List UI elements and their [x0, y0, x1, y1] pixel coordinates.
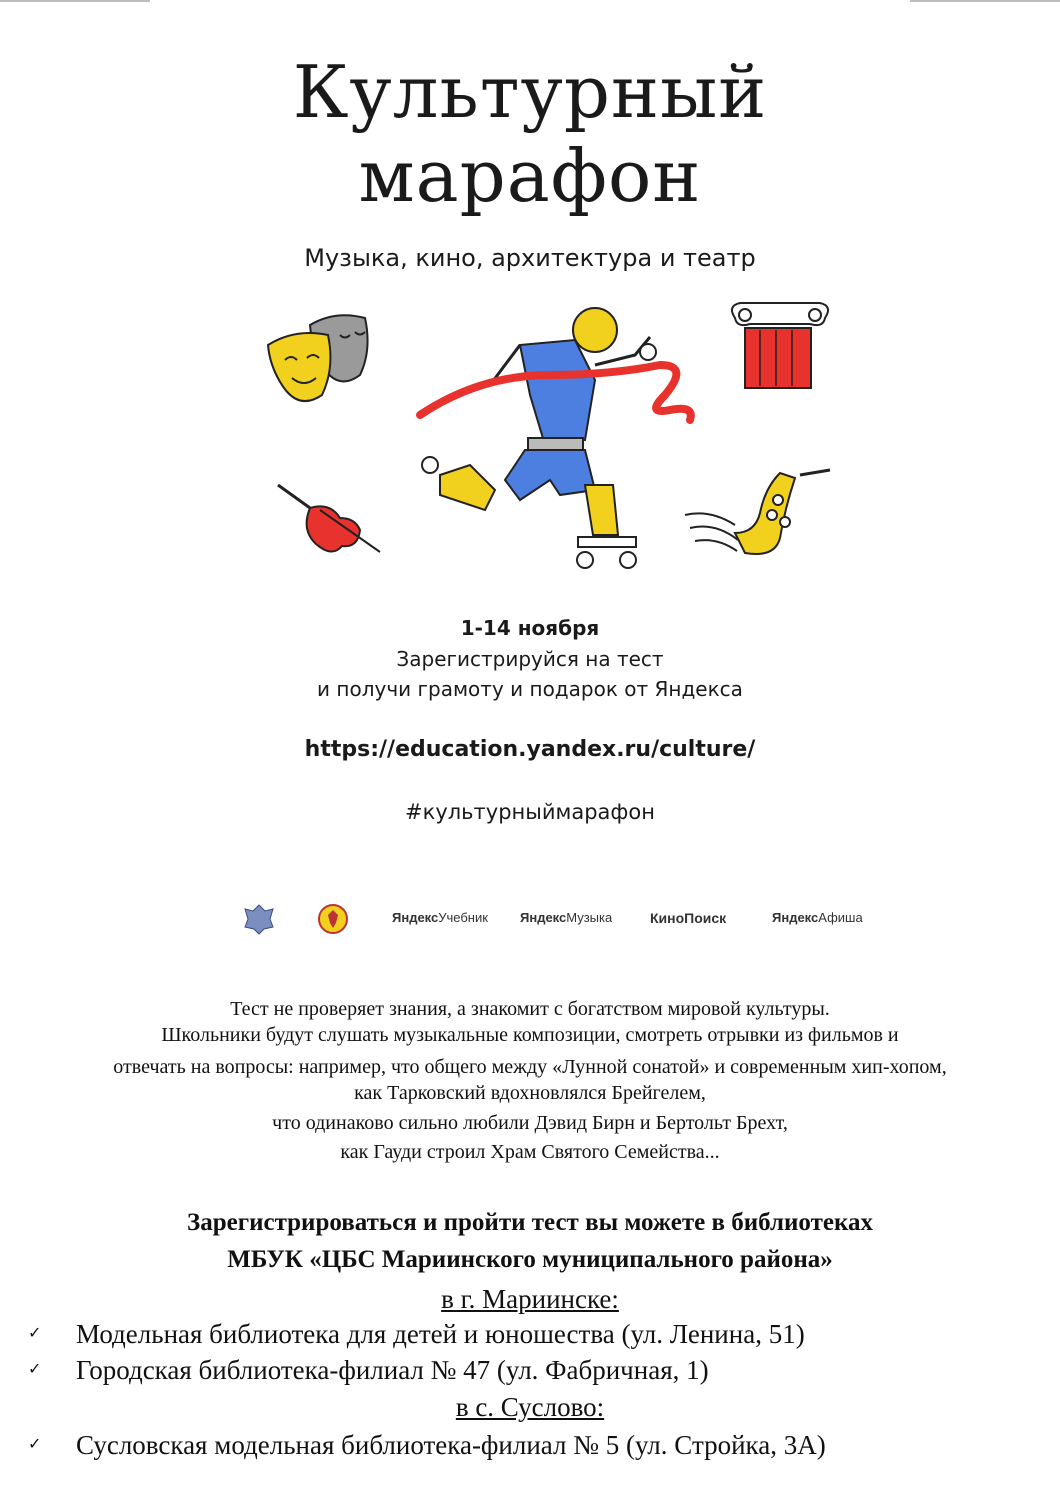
logo-yandex-music-brand: Яндекс	[520, 910, 567, 925]
description-line6: как Гауди строил Храм Святого Семейства...	[340, 1141, 720, 1163]
poster-hashtag: #культурныймарафон	[405, 800, 655, 824]
column-capital-icon	[732, 303, 828, 388]
description-line4: как Тарковский вдохновлялся Брейгелем,	[354, 1082, 706, 1104]
logo-yandex-afisha	[772, 910, 863, 925]
poster-cta-line1: Зарегистрируйся на тест	[396, 647, 664, 671]
village-suslovo-heading: в с. Суслово:	[455, 1392, 605, 1422]
check-icon: ✓	[28, 1436, 42, 1453]
runner-icon	[420, 308, 691, 568]
violin-icon	[278, 485, 380, 552]
check-icon: ✓	[28, 1361, 42, 1378]
logo-yandex-textbook-brand: Яндекс	[392, 910, 439, 925]
poster-title-line1: Культурный	[292, 50, 768, 134]
logo-yandex-afisha-product: Афиша	[818, 910, 863, 925]
logo-kinopoisk	[650, 910, 726, 926]
city-mariinsk-heading: в г. Мариинске:	[441, 1284, 619, 1314]
logo-yandex-music	[520, 910, 612, 925]
logo-yandex-textbook	[392, 910, 488, 925]
saxophone-icon	[685, 470, 830, 554]
logo-kinopoisk-text: КиноПоиск	[650, 910, 727, 926]
poster-cta-line2: и получи грамоту и подарок от Яндекса	[317, 677, 743, 701]
library-name: Сусловская модельная библиотека-филиал № 5 (ул. Стройка, 3А)	[76, 1430, 826, 1460]
description-line3: отвечать на вопросы: например, что общего между «Лунной сонатой» и современным хип-хопом,	[113, 1056, 947, 1078]
library-name: Модельная библиотека для детей и юношества (ул. Ленина, 51)	[76, 1319, 805, 1349]
library-name: Городская библиотека-филиал № 47 (ул. Фабричная, 1)	[76, 1355, 709, 1385]
partner-logos	[230, 900, 870, 940]
poster-url[interactable]: https://education.yandex.ru/culture/	[304, 737, 756, 762]
description-line1: Тест не проверяет знания, а знакомит с богатством мировой культуры.	[230, 998, 830, 1020]
registration-heading-line1: Зарегистрироваться и пройти тест вы можете в библиотеках	[187, 1209, 873, 1236]
theatre-masks-icon	[268, 315, 368, 401]
logo-yandex-afisha-brand: Яндекс	[772, 910, 819, 925]
registration-heading-line2: МБУК «ЦБС Мариинского муниципального района»	[227, 1246, 833, 1273]
poster-title-line2: марафон	[358, 134, 702, 218]
logo-yandex-music-product: Музыка	[566, 910, 613, 925]
logo-yandex-textbook-product: Учебник	[438, 910, 488, 925]
ministry-emblem-icon	[316, 902, 350, 936]
poster-subtitle: Музыка, кино, архитектура и театр	[304, 244, 756, 272]
description-line2: Школьники будут слушать музыкальные композиции, смотреть отрывки из фильмов и	[161, 1024, 899, 1046]
description-line5: что одинаково сильно любили Дэвид Бирн и Бертольт Брехт,	[272, 1112, 788, 1134]
marathon-illustration	[240, 290, 860, 590]
poster-dates: 1-14 ноября	[460, 616, 600, 640]
check-icon: ✓	[28, 1325, 42, 1342]
russia-emblem-icon	[242, 902, 276, 936]
